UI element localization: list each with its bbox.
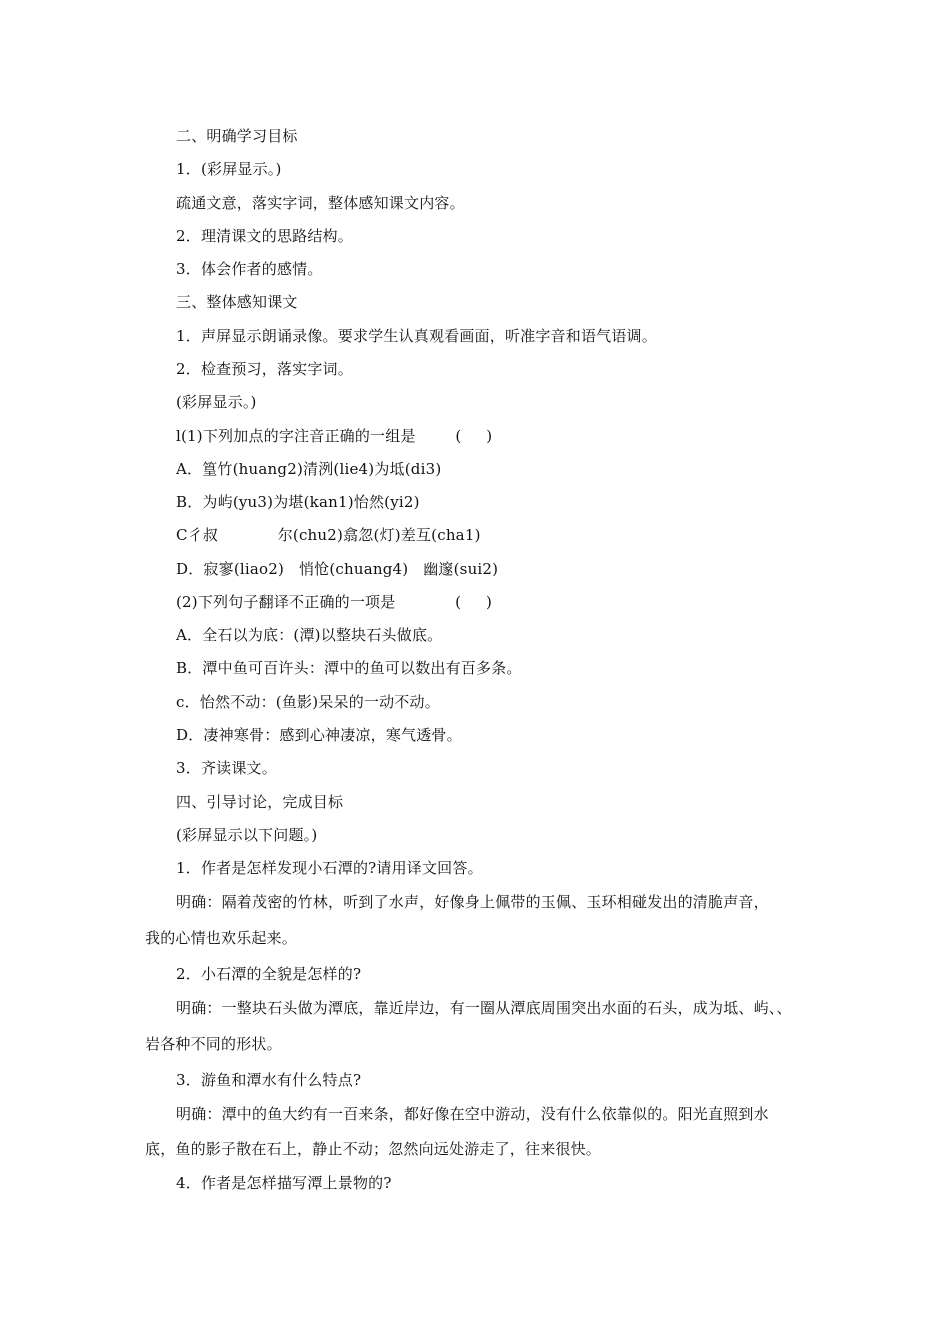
text-line: 3．齐读课文。 [176,759,277,777]
text-line: 3．游鱼和潭水有什么特点? [176,1071,362,1089]
option-line: D．凄神寒骨：感到心神凄凉，寒气透骨。 [176,726,462,744]
answer-line-continued: 底，鱼的影子散在石上，静止不动；忽然向远处游走了，往来很快。 [145,1140,602,1158]
answer-line: 明确：隔着茂密的竹林，听到了水声，好像身上佩带的玉佩、玉环相碰发出的清脆声音， [176,893,769,911]
question-line: l(1)下列加点的字注音正确的一组是 ( ) [176,427,493,445]
option-line: c．怡然不动：(鱼影)呆呆的一动不动。 [176,693,440,711]
option-line: B．为屿(yu3)为堪(kan1)怡然(yi2) [176,493,420,511]
text-line: 2．检查预习，落实字词。 [176,360,353,378]
section-heading-3: 三、整体感知课文 [176,293,298,311]
text-line: 3．体会作者的感情。 [176,260,323,278]
text-line: 疏通文意，落实字词，整体感知课文内容。 [176,194,465,212]
text-line: 2．理清课文的思路结构。 [176,227,353,245]
question-line: (2)下列句子翻译不正确的一项是 ( ) [176,593,493,611]
answer-line: 明确：潭中的鱼大约有一百来条，都好像在空中游动，没有什么依靠似的。阳光直照到水 [176,1105,769,1123]
option-line: A．全石以为底：(潭)以整块石头做底。 [176,626,443,644]
text-line: 1．作者是怎样发现小石潭的?请用译文回答。 [176,859,483,877]
text-line: 1．(彩屏显示。) [176,160,282,178]
option-line: A．篁竹(huang2)清洌(lie4)为坻(di3) [176,460,442,478]
answer-line-continued: 岩各种不同的形状。 [145,1035,282,1053]
option-line: B．潭中鱼可百许头：潭中的鱼可以数出有百多条。 [176,659,522,677]
section-heading-4: 四、引导讨论，完成目标 [176,793,344,811]
option-line: D．寂寥(liao2) 悄怆(chuang4) 幽邃(sui2) [176,560,499,578]
option-line: C彳叔 尔(chu2)翕忽(灯)差互(cha1) [176,526,481,544]
text-line: 1．声屏显示朗诵录像。要求学生认真观看画面，听准字音和语气语调。 [176,327,657,345]
answer-line: 明确：一整块石头做为潭底，靠近岸边，有一圈从潭底周围突出水面的石头，成为坻、屿、、 [176,999,792,1017]
text-line: (彩屏显示以下问题。) [176,826,318,844]
text-line: (彩屏显示。) [176,393,257,411]
text-line: 2．小石潭的全貌是怎样的? [176,965,362,983]
text-line: 4．作者是怎样描写潭上景物的? [176,1174,392,1192]
section-heading-2: 二、明确学习目标 [176,127,298,145]
answer-line-continued: 我的心情也欢乐起来。 [145,929,298,947]
